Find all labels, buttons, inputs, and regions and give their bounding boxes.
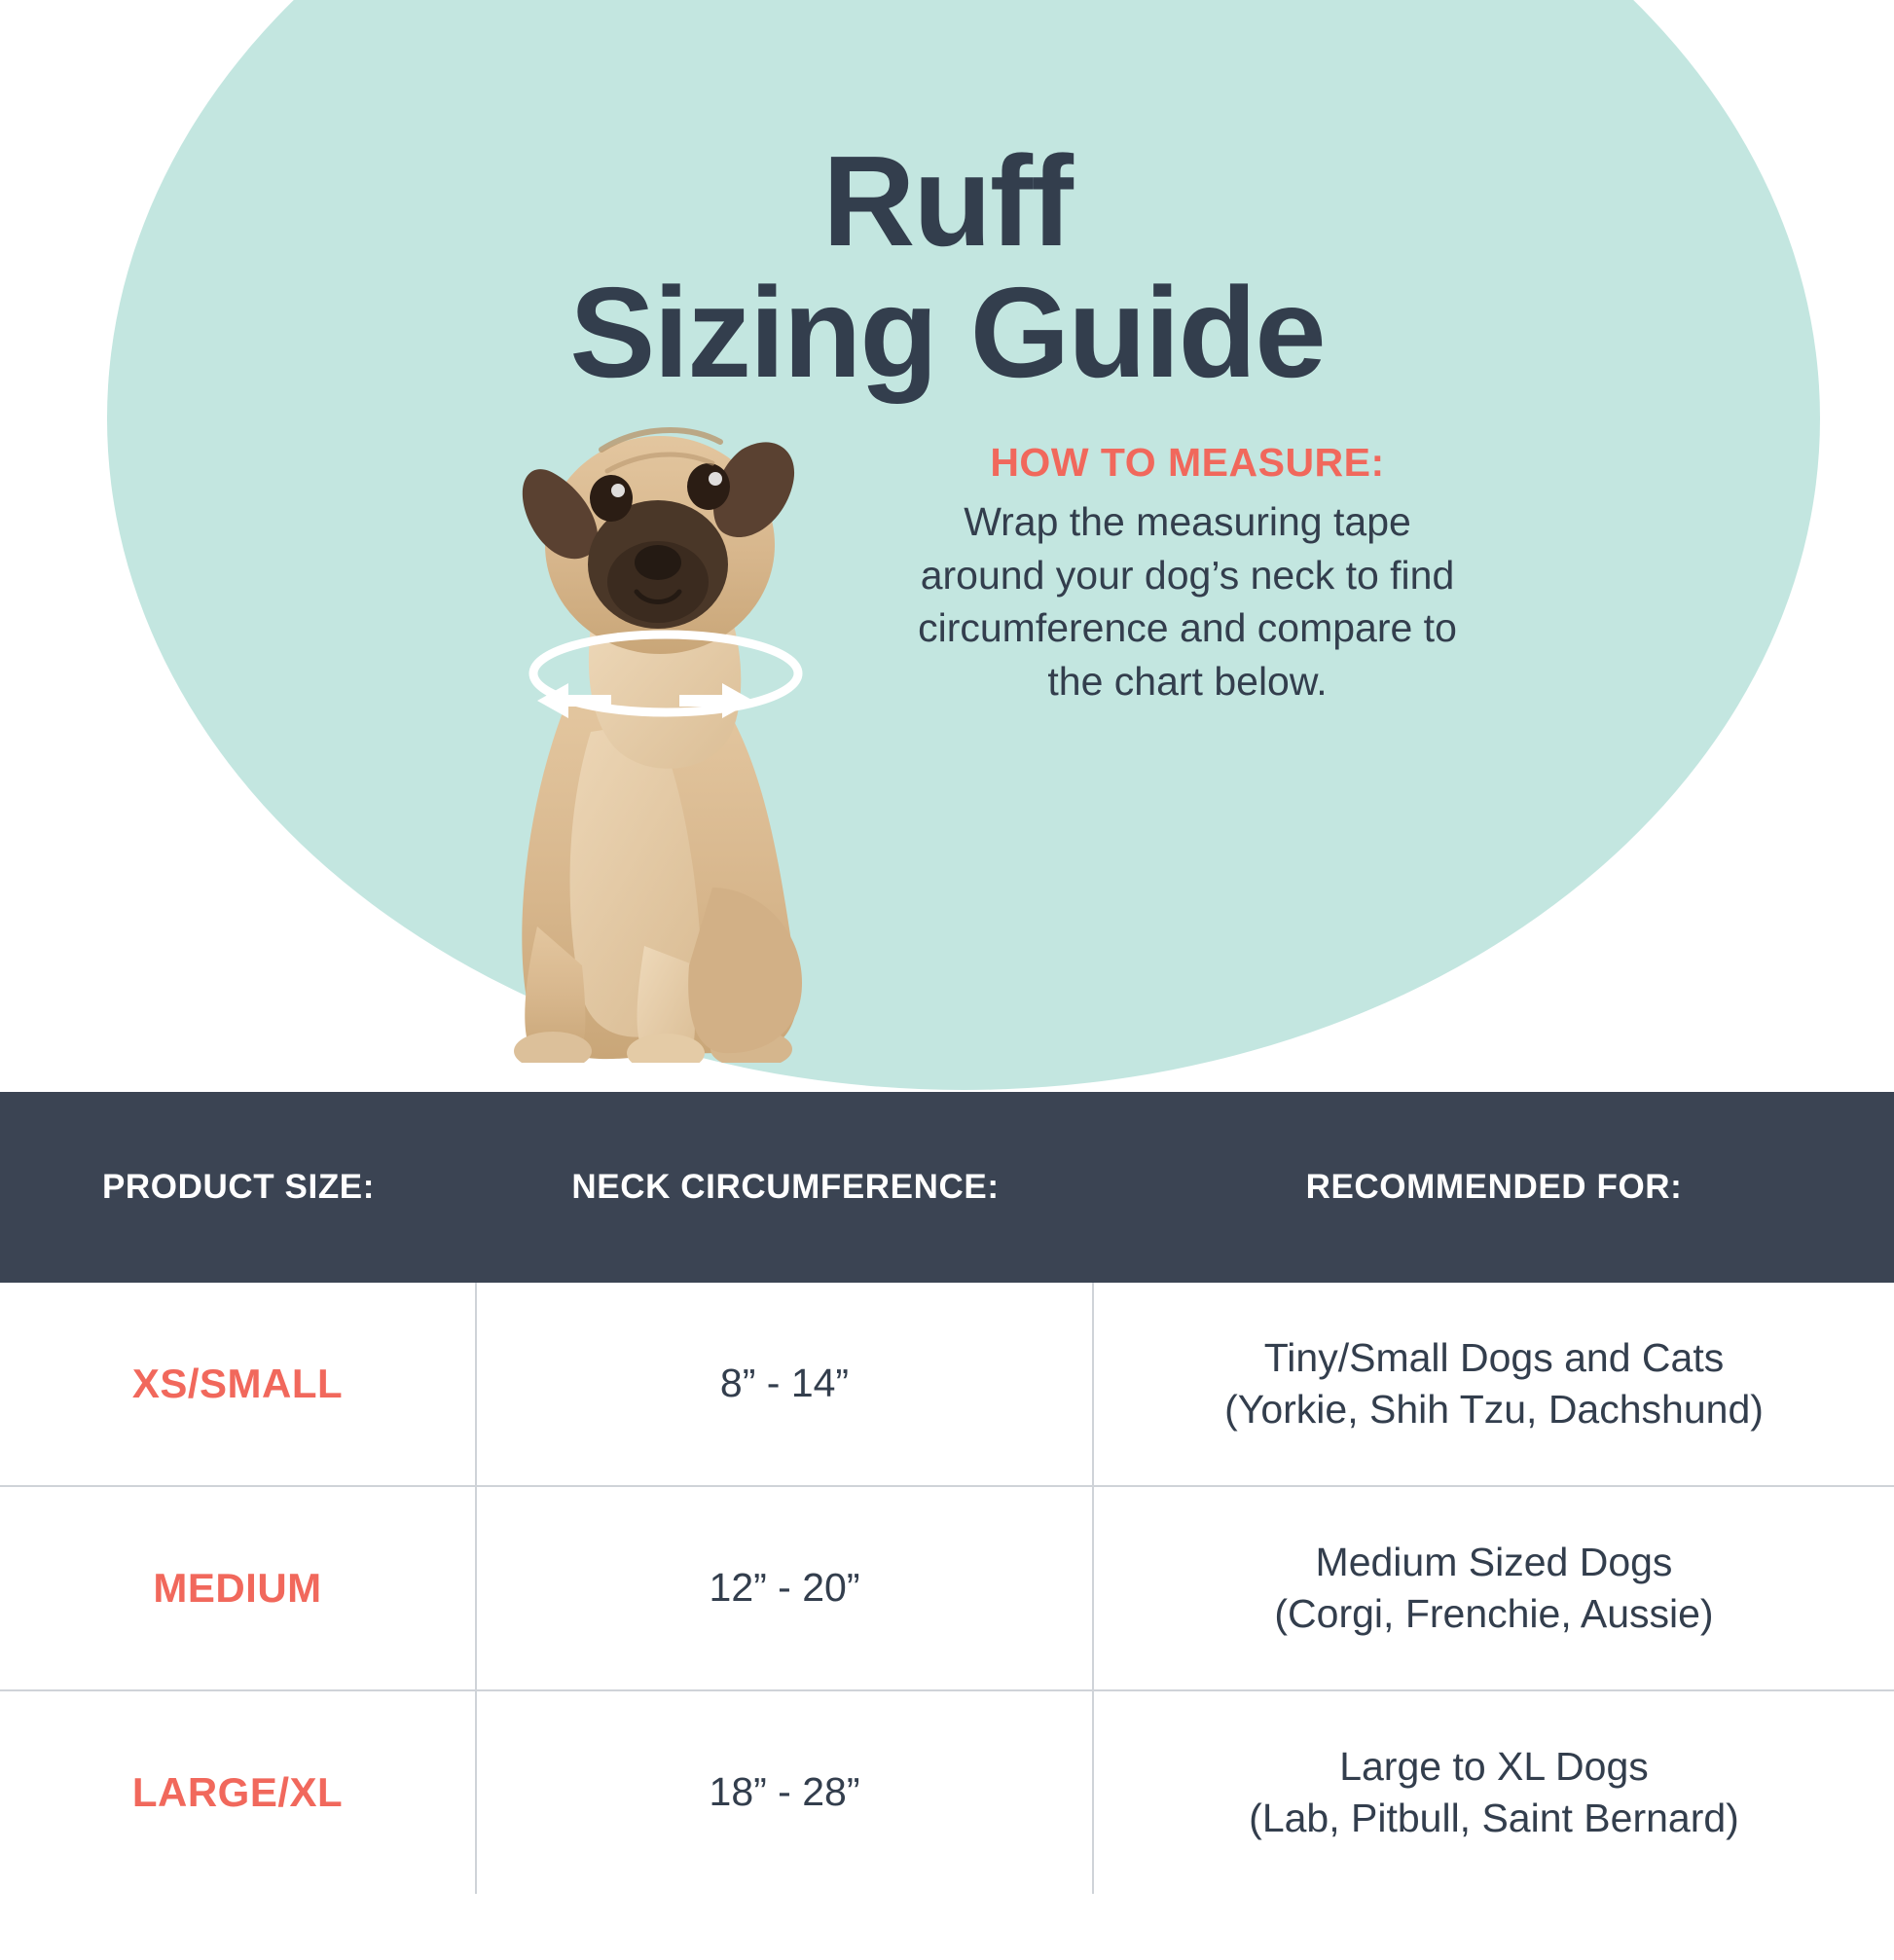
cell-product-size: LARGE/XL xyxy=(0,1691,477,1894)
cell-recommended-for xyxy=(1094,1691,1894,1894)
cell-recommended-line-1: Medium Sized Dogs xyxy=(1315,1539,1673,1584)
page-title-line-1: Ruff xyxy=(822,129,1072,273)
page-title-line-2: Sizing Guide xyxy=(569,261,1325,405)
dog-photo xyxy=(420,381,888,1063)
cell-recommended-for xyxy=(1094,1487,1894,1689)
table-row xyxy=(0,1691,1894,1894)
how-to-measure-block xyxy=(915,440,1460,708)
cell-product-size: XS/SMALL xyxy=(0,1283,477,1485)
page-title xyxy=(0,129,1894,405)
how-to-measure-heading: HOW TO MEASURE: xyxy=(990,440,1385,485)
table-row xyxy=(0,1487,1894,1691)
table-row xyxy=(0,1283,1894,1487)
column-header-recommended-for: RECOMMENDED FOR: xyxy=(1305,1168,1683,1206)
table-header-row xyxy=(0,1092,1894,1283)
cell-recommended-for xyxy=(1094,1283,1894,1485)
cell-neck-circumference: 18” - 28” xyxy=(477,1691,1094,1894)
cell-neck-circumference: 8” - 14” xyxy=(477,1283,1094,1485)
cell-recommended-line-1: Tiny/Small Dogs and Cats xyxy=(1263,1334,1725,1380)
cell-recommended-line-1: Large to XL Dogs xyxy=(1339,1743,1649,1789)
cell-product-size: MEDIUM xyxy=(0,1487,477,1689)
column-header-neck-circumference: NECK CIRCUMFERENCE: xyxy=(571,1168,1000,1206)
sizing-table xyxy=(0,1092,1894,1894)
cell-neck-circumference: 12” - 20” xyxy=(477,1487,1094,1689)
how-to-measure-body: Wrap the measuring tape around your dog’s neck to find circumference and compare to the chart below. xyxy=(918,499,1457,704)
cell-recommended-line-2: (Corgi, Frenchie, Aussie) xyxy=(1274,1591,1714,1636)
cell-recommended-line-2: (Yorkie, Shih Tzu, Dachshund) xyxy=(1224,1387,1764,1432)
cell-recommended-line-2: (Lab, Pitbull, Saint Bernard) xyxy=(1249,1796,1739,1840)
column-header-product-size: PRODUCT SIZE: xyxy=(101,1168,376,1206)
